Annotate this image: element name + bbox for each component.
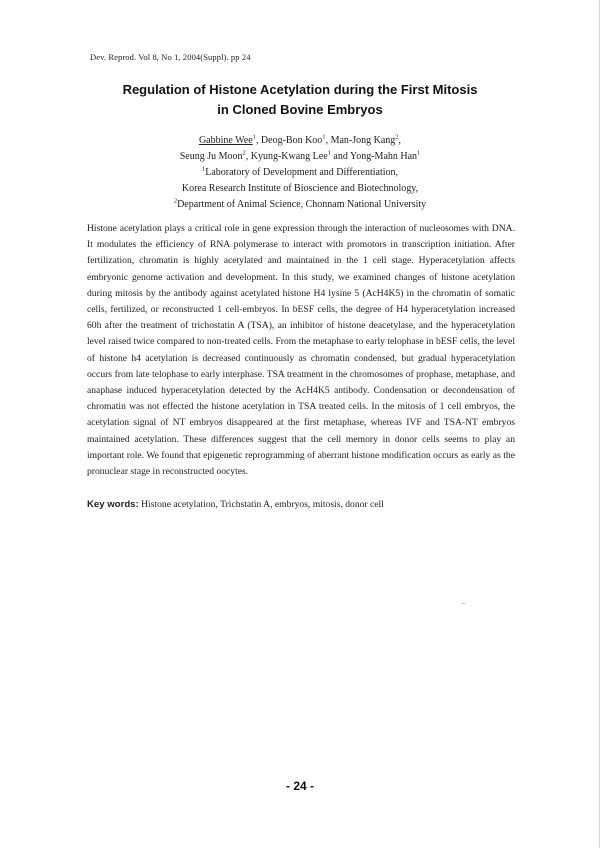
author-name: Gabbine Wee (198, 135, 253, 146)
affiliation-2 (60, 197, 540, 213)
keywords-line (87, 499, 515, 510)
author-separator: and (330, 151, 350, 162)
affiliation-mark: 1 (201, 165, 206, 173)
keywords-text: Histone acetylation, Trichstatin A, embryos, mitosis, donor cell (141, 499, 384, 510)
keywords-label: Key words: (87, 499, 139, 510)
title-line-2: in Cloned Bovine Embryos (217, 102, 383, 117)
title-line-1: Regulation of Histone Acetylation during the First Mitosis (122, 82, 478, 97)
journal-header: Dev. Reprod. Vol 8, No 1, 2004(Suppl). pp 24 (90, 52, 251, 62)
affiliation-text: Laboratory of Development and Differentiation, (205, 167, 399, 178)
abstract-body: Histone acetylation plays a critical role in gene expression through the interaction of nucleosomes with DNA. It modulates the efficiency of RNA polymerase to interact with promotors in transcription initiation. After fertilization, chromatin is highly acetylated and maintained in the 1 cell stage. Hyperacetylation affects embryonic genome activation and development. In this study, we examined changes of histone acetylation during mitosis by the antibody against acetylated histone H4 lysine 5 (AcH4K5) in the chromatin of somatic cells, fertilized, or reconstructed 1 cell-embryos. In bESF cells, the degree of H4 hyperacetylation increased 60h after the treatment of trichostatin A (TSA), an inhibitor of histone deacetylase, and the hyperacetylation level raised twice compared to non-treated cells. From the metaphase to early telophase in bESF cells, the level of histone h4 acetylation is decreased continuously as chromatin condensed, but gradual hyperacetylation occurs from late telophase to early interphase. TSA treatment in the chromosomes of prophase, metaphase, and anaphase induced hyperacetylation detected by the AcH4K5 antibody. Condensation or decondensation of chromatin was not effected the histone acetylation in TSA treated cells. In the mitosis of 1 cell embryos, the acetylation signal of NT embryos disappeared at the first metaphase, whereas IVF and TSA-NT embryos maintained acetylation. These differences suggest that the cell memory in donor cells seems to play an important role. We found that epigenetic reprogramming of aberrant histone modification occurs as early as the pronuclear stage in reconstructed oocytes. (87, 223, 515, 478)
author-affiliation-mark: 2 (395, 133, 399, 141)
author-line-2 (60, 149, 540, 165)
affiliation-1-line-1 (60, 165, 540, 181)
affiliation-mark: 2 (173, 197, 178, 205)
page-number: - 24 - (285, 779, 314, 793)
author-name: Kyung-Kwang Lee (250, 151, 328, 162)
author-block (60, 133, 540, 213)
affiliation-text: Department of Animal Science, Chonnam National University (177, 199, 427, 210)
paper-title (60, 80, 540, 120)
author-separator: , (325, 135, 331, 146)
author-name: Man-Jong Kang (330, 135, 396, 146)
affiliation-1-line-2: Korea Research Institute of Bioscience and Biotechnology, (181, 183, 419, 194)
author-affiliation-mark: 1 (417, 149, 421, 157)
author-separator: , (398, 135, 402, 146)
author-name: Seung Ju Moon (179, 151, 243, 162)
author-name: Yong-Mahn Han (350, 151, 418, 162)
author-line-1 (60, 133, 540, 149)
author-affiliation-mark: 1 (322, 133, 326, 141)
author-separator: , (255, 135, 261, 146)
scan-speck (462, 603, 465, 604)
author-affiliation-mark: 1 (252, 133, 256, 141)
author-affiliation-mark: 2 (242, 149, 246, 157)
author-name: Deog-Bon Koo (260, 135, 323, 146)
author-separator: , (245, 151, 251, 162)
author-affiliation-mark: 1 (327, 149, 331, 157)
